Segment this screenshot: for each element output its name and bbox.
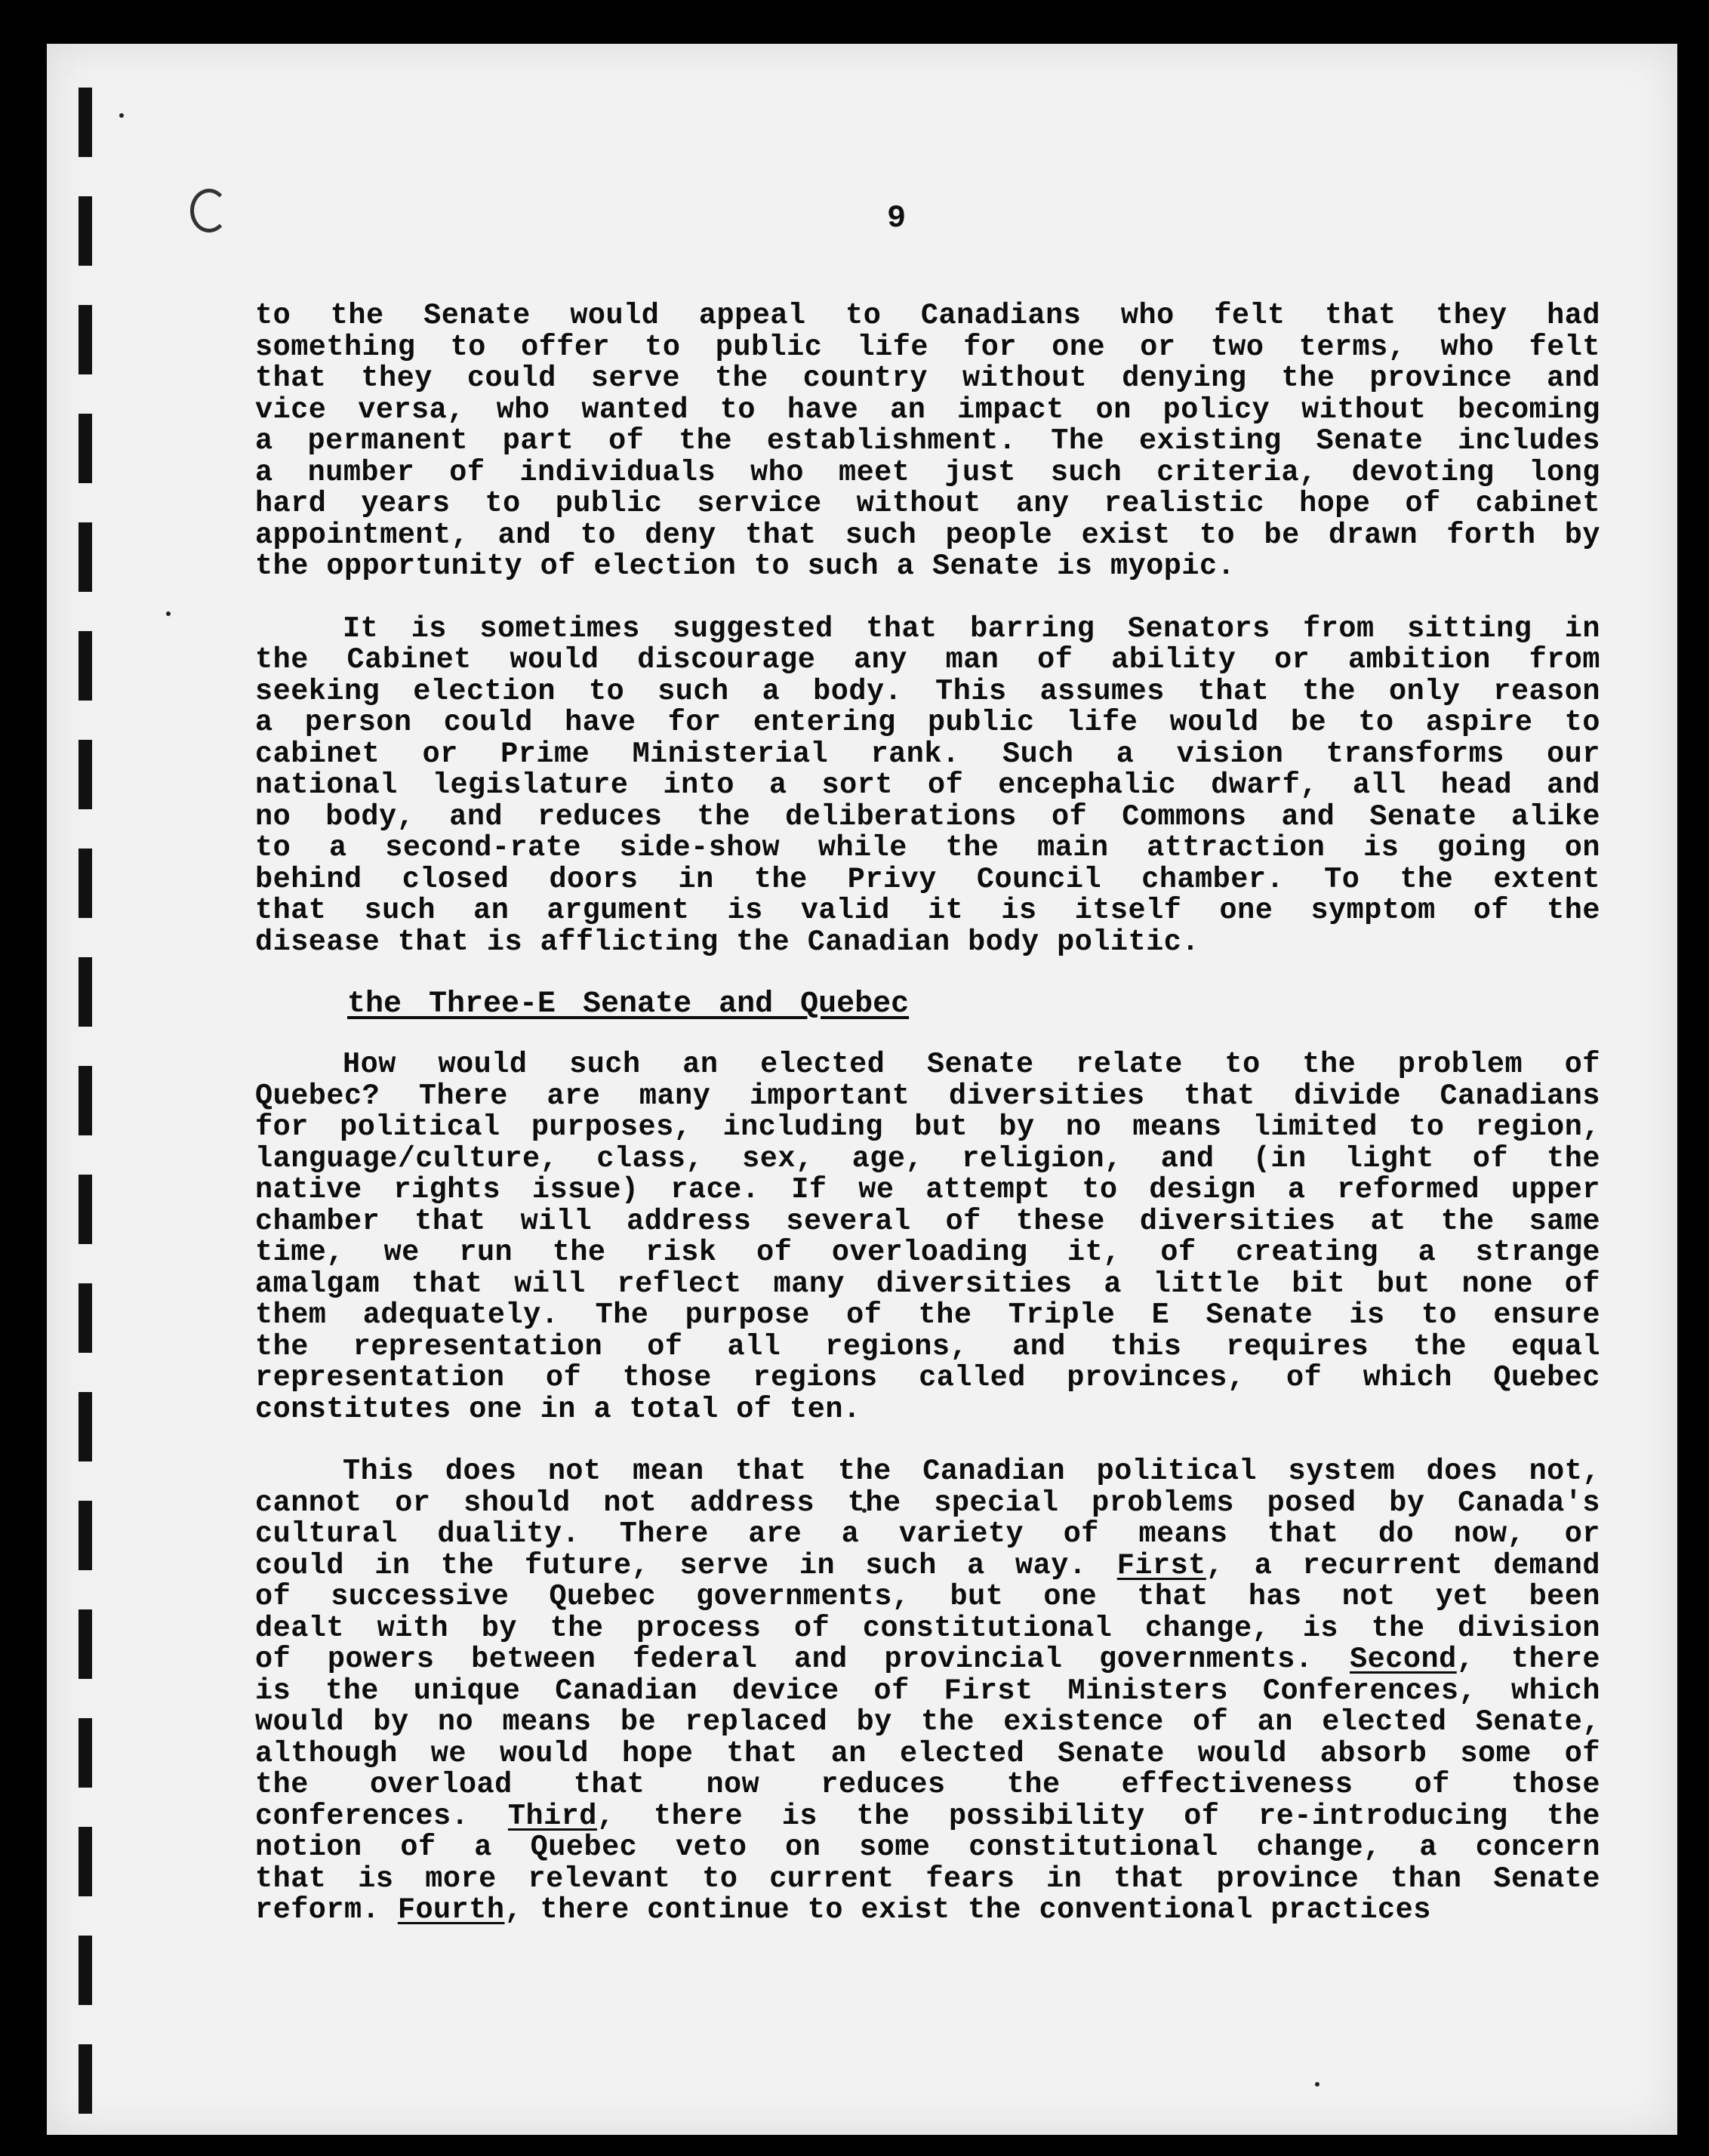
text-line: hard years to public service without any realistic hope of cabinet: [255, 487, 1600, 520]
text-line: cannot or should not address the special problems posed by Canada's: [255, 1486, 1600, 1520]
paragraph: [255, 300, 1600, 583]
text-line: conferences. Third, there is the possibility of re-introducing the: [255, 1799, 1600, 1833]
punch-hole: [79, 849, 92, 918]
paragraph: [255, 1456, 1600, 1927]
text-line: language/culture, class, sex, age, religion, and (in light of the: [255, 1141, 1600, 1175]
text-line: a permanent part of the establishment. The existing Senate includes: [255, 424, 1600, 457]
paragraph: [255, 1049, 1600, 1425]
text-line: to a second-rate side-show while the main attraction is going on: [255, 831, 1600, 864]
text-line: appointment, and to deny that such people exist to be drawn forth by: [255, 518, 1600, 552]
text-line: them adequately. The purpose of the Triple E Senate is to ensure: [255, 1298, 1600, 1332]
text-line: the Cabinet would discourage any man of ability or ambition from: [255, 643, 1600, 676]
text-line: reform. Fourth, there continue to exist the conventional practices: [255, 1893, 1431, 1927]
underlined-word: First: [1116, 1548, 1206, 1582]
text-line: that is more relevant to current fears in that province than Senate: [255, 1862, 1600, 1896]
text-line: of powers between federal and provincial governments. Second, there: [255, 1643, 1600, 1676]
text-line: a number of individuals who meet just such criteria, devoting long: [255, 455, 1600, 489]
punch-hole: [79, 1175, 92, 1244]
punch-hole: [79, 1066, 92, 1135]
punch-hole: [79, 1609, 92, 1679]
paragraph: [255, 611, 1600, 959]
text-line: representation of those regions called provinces, of which Quebec: [255, 1361, 1600, 1394]
text-line: amalgam that will reflect many diversities a little bit but none of: [255, 1267, 1600, 1301]
text-line: dealt with by the process of constitutional change, is the division: [255, 1611, 1600, 1645]
text-line: to the Senate would appeal to Canadians who felt that they had: [255, 299, 1600, 332]
text-line: although we would hope that an elected Senate would absorb some of: [255, 1736, 1600, 1770]
text-line: a person could have for entering public life would be to aspire to: [255, 706, 1600, 739]
text-line: is the unique Canadian device of First Ministers Conferences, which: [255, 1674, 1600, 1708]
text-line: Quebec? There are many important diversities that divide Canadians: [255, 1079, 1600, 1113]
text-line: would by no means be replaced by the existence of an elected Senate,: [255, 1705, 1600, 1739]
punch-hole: [79, 740, 92, 809]
punch-hole: [79, 1501, 92, 1570]
text-line: no body, and reduces the deliberations of Commons and Senate alike: [255, 799, 1600, 833]
punch-hole: [79, 196, 92, 266]
text-line: something to offer to public life for one or two terms, who felt: [255, 330, 1600, 364]
punch-hole: [79, 1283, 92, 1353]
speck: [119, 113, 124, 118]
punch-hole: [79, 1936, 92, 2005]
text-line: the representation of all regions, and this requires the equal: [255, 1329, 1600, 1363]
binder-ring-mark: [190, 189, 228, 233]
underlined-word: Fourth: [397, 1893, 505, 1927]
punch-hole: [79, 88, 92, 157]
punch-hole: [79, 2044, 92, 2114]
text-line: constitutes one in a total of ten.: [255, 1392, 861, 1426]
text-line: could in the future, serve in such a way. First, a recurrent demand: [255, 1548, 1601, 1582]
text-line: behind closed doors in the Privy Council chamber. To the extent: [255, 862, 1600, 896]
text-line: native rights issue) race. If we attempt to design a reformed upper: [255, 1173, 1600, 1206]
text-line: cabinet or Prime Ministerial rank. Such a vision transforms our: [255, 737, 1600, 771]
text-line: that such an argument is valid it is itself one symptom of the: [255, 894, 1600, 927]
text-line: for political purposes, including but by no means limited to region,: [255, 1110, 1600, 1144]
text-line: of successive Quebec governments, but one that has not yet been: [255, 1580, 1600, 1613]
section-heading: the Three-E Senate and Quebec: [347, 987, 910, 1021]
punch-hole: [79, 1718, 92, 1788]
text-line: cultural duality. There are a variety of means that do now, or: [255, 1517, 1600, 1551]
text-line: the overload that now reduces the effectiveness of those: [255, 1768, 1600, 1801]
punch-hole: [79, 957, 92, 1027]
underlined-word: Third: [507, 1799, 597, 1833]
punch-hole: [79, 1827, 92, 1896]
text-line: vice versa, who wanted to have an impact on policy without becoming: [255, 393, 1600, 427]
text-line: time, we run the risk of overloading it, of creating a strange: [255, 1236, 1600, 1269]
text-line: the opportunity of election to such a Senate is myopic.: [255, 550, 1236, 583]
punch-hole: [79, 414, 92, 483]
punch-hole: [79, 522, 92, 592]
body-text-top: [255, 300, 1600, 958]
text-line: notion of a Quebec veto on some constitutional change, a concern: [255, 1831, 1600, 1864]
text-line: chamber that will address several of these diversities at the same: [255, 1204, 1600, 1238]
speck: [166, 611, 171, 616]
text-line: How would such an elected Senate relate to the problem of: [343, 1048, 1600, 1081]
text-line: seeking election to such a body. This assumes that the only reason: [255, 674, 1600, 708]
punch-hole: [79, 1392, 92, 1461]
text-line: that they could serve the country without denying the province and: [255, 362, 1600, 395]
punch-hole: [79, 305, 92, 374]
body-text-bottom: [255, 1049, 1600, 1927]
punch-hole: [79, 631, 92, 701]
text-line: It is sometimes suggested that barring Senators from sitting in: [343, 611, 1600, 645]
speck: [1315, 2082, 1319, 2087]
page-number: 9: [887, 200, 907, 236]
text-line: This does not mean that the Canadian political system does not,: [343, 1455, 1600, 1488]
text-line: disease that is afflicting the Canadian body politic.: [255, 925, 1199, 959]
text-line: national legislature into a sort of encephalic dwarf, all head and: [255, 768, 1600, 802]
underlined-word: Second: [1350, 1643, 1457, 1676]
